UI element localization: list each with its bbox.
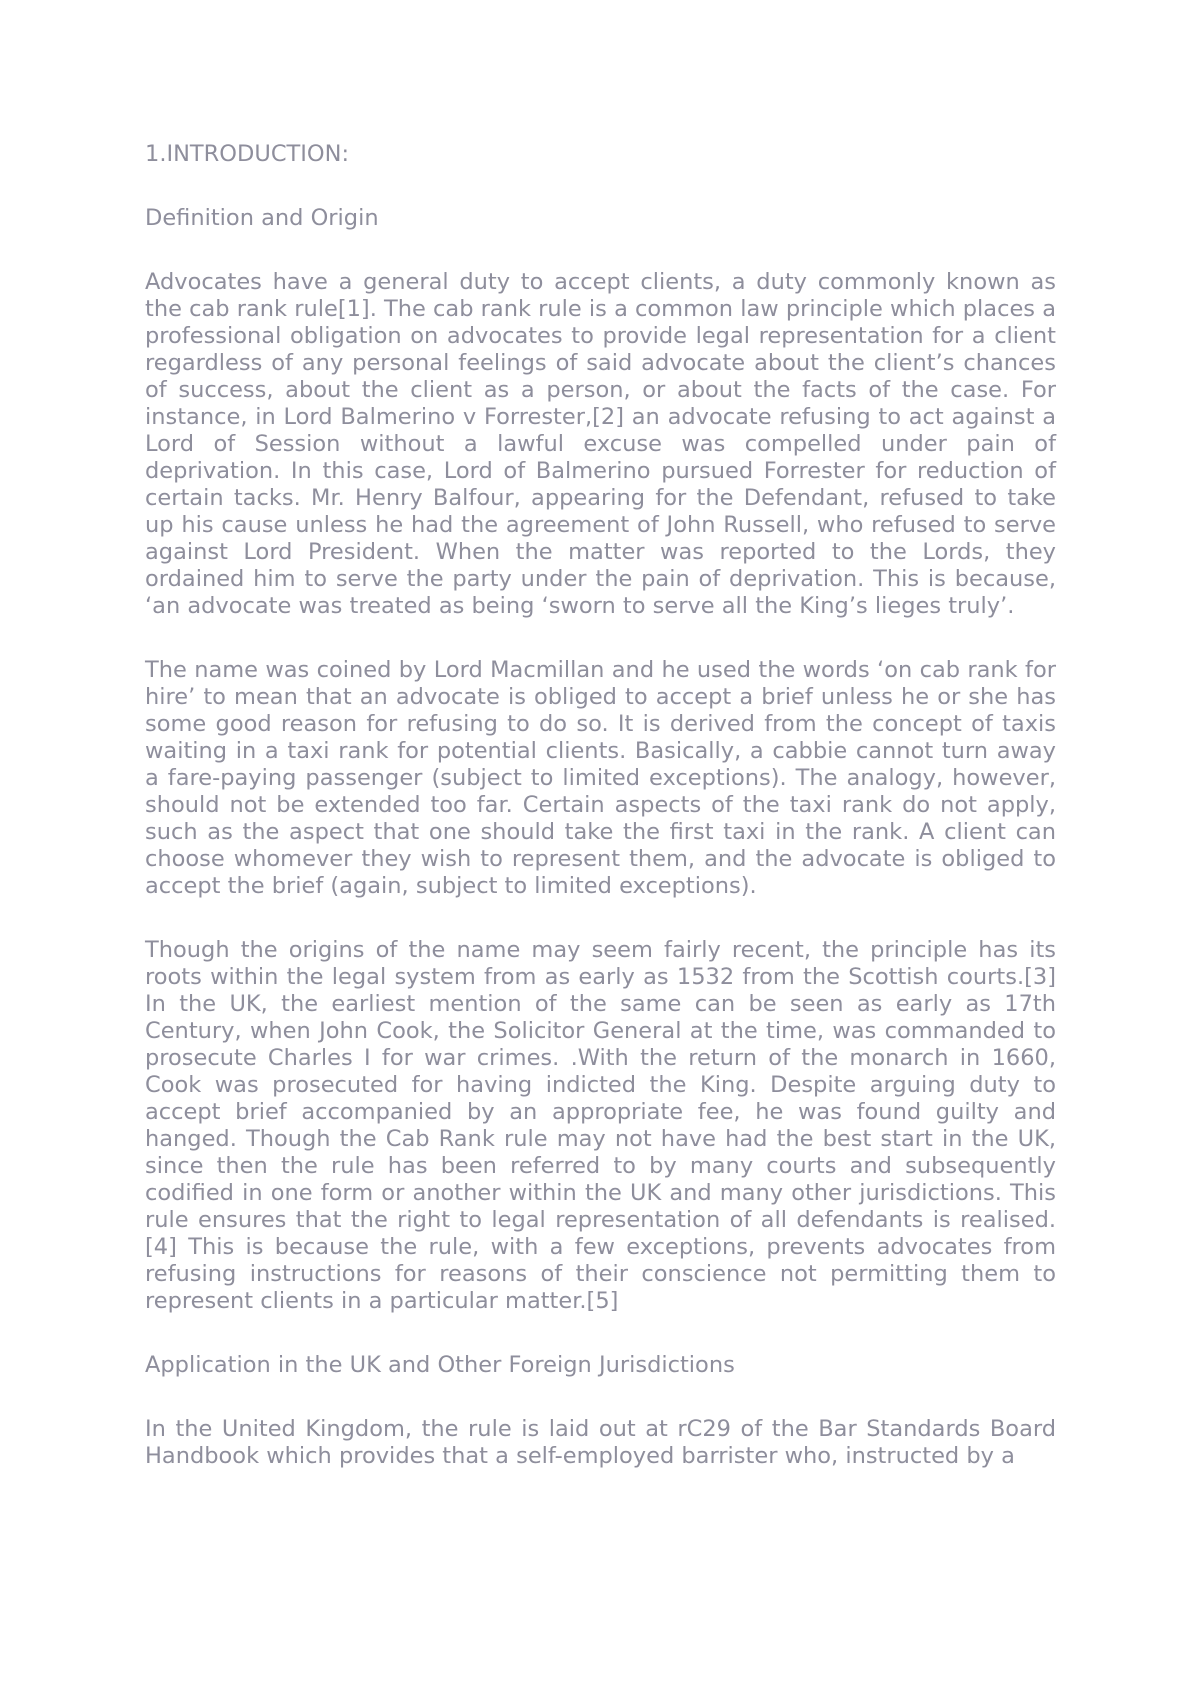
paragraph-definition: Advocates have a general duty to accept clients, a duty commonly known as the cab rank rule[1]. The cab rank rule is a common law principle which places a professional obligation on advocates to provide legal representation for a client regardless of any personal feelings of said advocate about the client’s chances of success, about the client as a person, or about the facts of the case. For instance, in Lord Balmerino v Forrester,[2] an advocate refusing to act against a Lord of Session without a lawful excuse was compelled under pain of deprivation. In this case, Lord of Balmerino pursued Forrester for reduction of certain tacks. Mr. Henry Balfour, appearing for the Defendant, refused to take up his cause unless he had the agreement of John Russell, who refused to serve against Lord President. When the matter was reported to the Lords, they ordained him to serve the party under the pain of deprivation. This is because, ‘an advocate was treated as being ‘sworn to serve all the King’s lieges truly’. bbox=[145, 269, 1056, 619]
paragraph-history: Though the origins of the name may seem fairly recent, the principle has its roots within the legal system from as early as 1532 from the Scottish courts.[3] In the UK, the earliest mention of the same can be seen as early as 17th Century, when John Cook, the Solicitor General at the time, was commanded to prosecute Charles I for war crimes. .With the return of the monarch in 1660, Cook was prosecuted for having indicted the King. Despite arguing duty to accept brief accompanied by an appropriate fee, he was found guilty and hanged. Though the Cab Rank rule may not have had the best start in the UK, since then the rule has been referred to by many courts and subsequently codified in one form or another within the UK and many other jurisdictions. This rule ensures that the right to legal representation of all defendants is realised.[4] This is because the rule, with a few exceptions, prevents advocates from refusing instructions for reasons of their conscience not permitting them to represent clients in a particular matter.[5] bbox=[145, 937, 1056, 1314]
paragraph-name-origin: The name was coined by Lord Macmillan and he used the words ‘on cab rank for hire’ to mean that an advocate is obliged to accept a brief unless he or she has some good reason for refusing to do so. It is derived from the concept of taxis waiting in a taxi rank for potential clients. Basically, a cabbie cannot turn away a fare-paying passenger (subject to limited exceptions). The analogy, however, should not be extended too far. Certain aspects of the taxi rank do not apply, such as the aspect that one should take the first taxi in the rank. A client can choose whomever they wish to represent them, and the advocate is obliged to accept the brief (again, subject to limited exceptions). bbox=[145, 657, 1056, 899]
subheading-application: Application in the UK and Other Foreign Jurisdictions bbox=[145, 1352, 735, 1378]
subheading-definition-and-origin: Definition and Origin bbox=[145, 205, 379, 231]
paragraph-uk-application: In the United Kingdom, the rule is laid out at rC29 of the Bar Standards Board Handbook which provides that a self-employed barrister who, instructed by a bbox=[145, 1416, 1056, 1469]
document-page bbox=[145, 141, 1056, 1470]
section-heading: 1.INTRODUCTION: bbox=[145, 141, 350, 167]
